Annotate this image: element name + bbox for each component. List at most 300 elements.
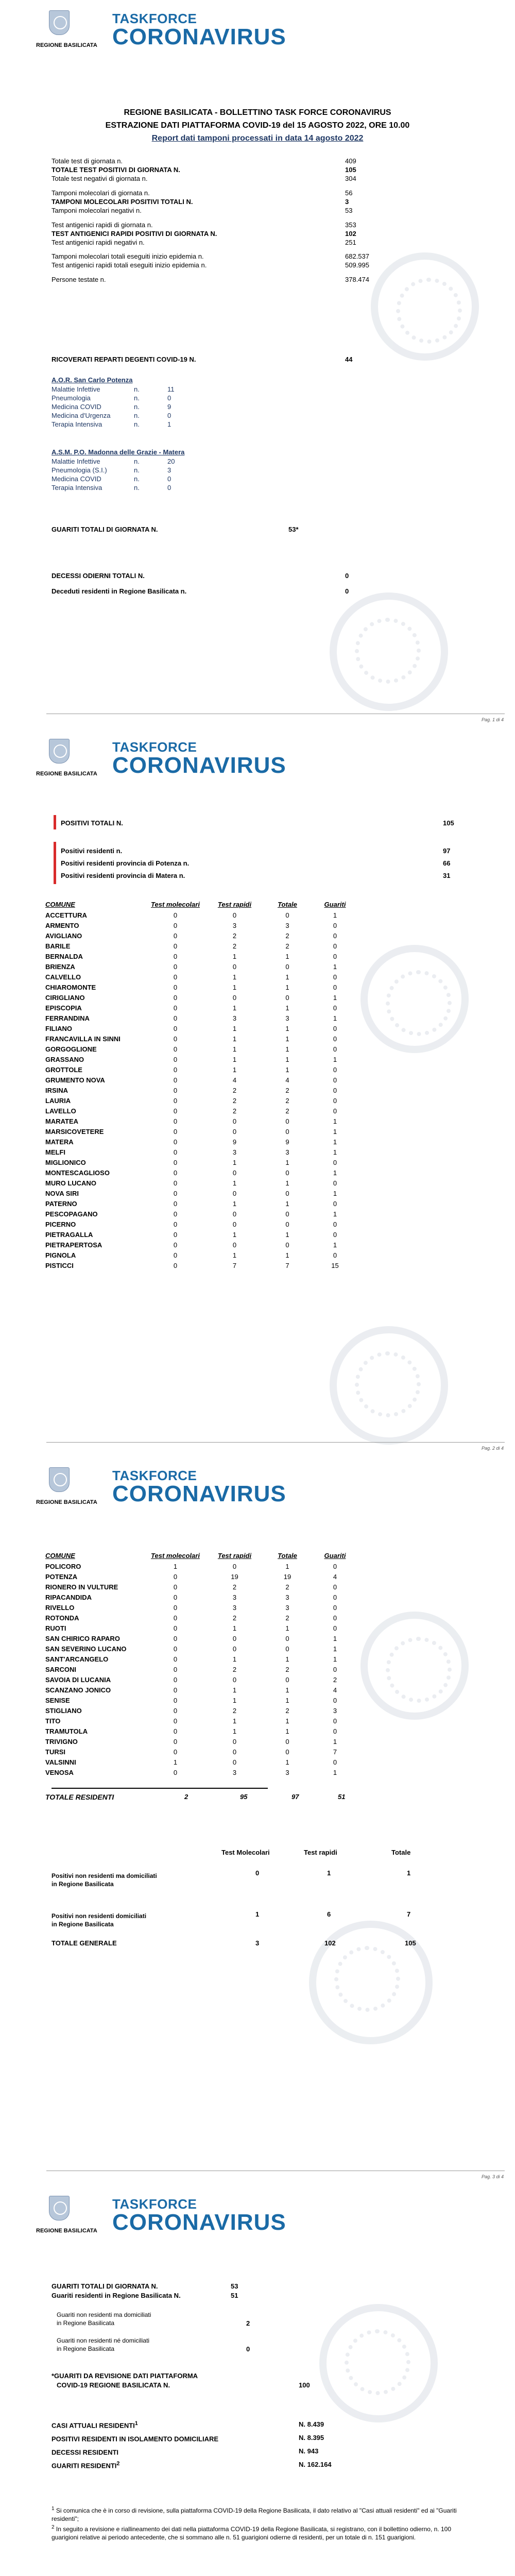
guariti-value: 15 xyxy=(331,1261,339,1269)
region-crest-icon xyxy=(49,1467,70,1492)
molecolari-value: 0 xyxy=(173,1665,178,1673)
table-row xyxy=(45,1736,357,1747)
region-crest-icon xyxy=(49,739,70,764)
rapidi-value: 0 xyxy=(232,1675,237,1684)
note-1 xyxy=(52,2505,458,2523)
region-logo xyxy=(36,10,97,48)
totale-value: 1 xyxy=(285,1024,289,1032)
comune-name: BERNALDA xyxy=(45,952,83,960)
stat-value: 105 xyxy=(345,166,356,174)
positivi-totali-value: 105 xyxy=(443,819,454,827)
rapidi-value: 2 xyxy=(232,1665,237,1673)
totale-value: 1 xyxy=(285,1055,289,1063)
guariti-value: 1 xyxy=(333,1655,337,1663)
table-row xyxy=(45,982,357,992)
rapidi-value: 19 xyxy=(231,1572,238,1581)
stat-label: Test antigenici rapidi totali eseguiti inizio epidemia n. xyxy=(52,261,207,269)
molecolari-value: 1 xyxy=(173,1758,178,1766)
rapidi-value: 0 xyxy=(232,1241,237,1249)
stat-value: N. 162.164 xyxy=(299,2461,332,2468)
table-row xyxy=(45,1260,357,1270)
stat-value: N. 8.439 xyxy=(299,2420,324,2428)
virus-watermark-icon xyxy=(330,1326,448,1445)
comune-name: SAVOIA DI LUCANIA xyxy=(45,1675,111,1684)
comune-name: GRASSANO xyxy=(45,1055,84,1063)
molecolari-value: 0 xyxy=(173,1055,178,1063)
molecolari-value: 0 xyxy=(173,952,178,960)
table-row xyxy=(45,1633,357,1643)
molecolari-value: 0 xyxy=(173,911,178,919)
taskforce-logo xyxy=(112,740,286,777)
rapidi-value: 2 xyxy=(232,1583,237,1591)
comune-name: PIGNOLA xyxy=(45,1251,76,1259)
comune-name: FRANCAVILLA IN SINNI xyxy=(45,1035,121,1043)
ward-label: Medicina COVID xyxy=(52,475,101,483)
table-row xyxy=(45,1229,357,1240)
comune-name: LAURIA xyxy=(45,1096,71,1105)
rapidi-value: 1 xyxy=(232,1199,237,1208)
guariti-value: 0 xyxy=(333,1665,337,1673)
taskforce-label: TASKFORCE xyxy=(112,2196,197,2212)
region-name: REGIONE BASILICATA xyxy=(36,1499,97,1505)
table-row xyxy=(45,1157,357,1167)
rapidi-value: 1 xyxy=(232,1727,237,1735)
rapidi-value: 1 xyxy=(232,1230,237,1239)
molecolari-value: 0 xyxy=(173,1168,178,1177)
comune-name: SANT'ARCANGELO xyxy=(45,1655,109,1663)
table-row xyxy=(45,1571,357,1582)
stat-footnote-marker: 1 xyxy=(134,2420,138,2427)
table-row xyxy=(45,1106,357,1116)
positivi-potenza-label: Positivi residenti provincia di Potenza n. xyxy=(61,859,190,867)
guariti-value: 1 xyxy=(333,1241,337,1249)
comune-name: SAN SEVERINO LUCANO xyxy=(45,1645,127,1653)
totale-value: 1 xyxy=(285,1717,289,1725)
rapidi-value: 1 xyxy=(232,1251,237,1259)
deceduti-label: Deceduti residenti in Regione Basilicata n. xyxy=(52,587,187,595)
totale-value: 0 xyxy=(285,1645,289,1653)
comuni-table xyxy=(45,1550,357,1777)
stat-label: Persone testate n. xyxy=(52,276,106,283)
guariti-value: 0 xyxy=(333,1076,337,1084)
guariti-value: 0 xyxy=(333,973,337,981)
molecolari-value: 0 xyxy=(173,1014,178,1022)
table-row xyxy=(45,1716,357,1726)
comune-name: STIGLIANO xyxy=(45,1706,82,1715)
guariti-value: 0 xyxy=(333,1158,337,1166)
rapidi-value: 1 xyxy=(232,1004,237,1012)
totale-value: 9 xyxy=(285,1138,289,1146)
rapidi-value: 0 xyxy=(232,1210,237,1218)
molecolari-value: 0 xyxy=(173,1045,178,1053)
ward-label: Terapia Intensiva xyxy=(52,420,102,428)
region-logo xyxy=(36,2196,97,2234)
nr-row1-molecolari: 0 xyxy=(255,1869,260,1877)
comune-name: MURO LUCANO xyxy=(45,1179,96,1187)
table-row xyxy=(45,1116,357,1126)
stat-value: 409 xyxy=(345,157,356,165)
stat-label xyxy=(52,2461,119,2469)
report-page-3 xyxy=(0,1457,515,2185)
molecolari-value: 0 xyxy=(173,1148,178,1156)
stat-value: 251 xyxy=(345,239,356,246)
stat-value: 304 xyxy=(345,175,356,182)
ward-value: 20 xyxy=(167,457,175,465)
totale-value: 1 xyxy=(285,1065,289,1074)
guariti-non-domiciliati-label-2: in Regione Basilicata xyxy=(57,2345,115,2352)
totale-value: 0 xyxy=(285,993,289,1002)
rapidi-value: 2 xyxy=(232,942,237,950)
guariti-revisione-label: *GUARITI DA REVISIONE DATI PIATTAFORMA xyxy=(52,2372,198,2380)
ward-n: n. xyxy=(134,484,140,492)
stat-label-text: DECESSI RESIDENTI xyxy=(52,2448,119,2456)
stat-label xyxy=(52,2447,118,2456)
table-row xyxy=(45,1075,357,1085)
table-row xyxy=(45,1198,357,1209)
totale-value: 2 xyxy=(285,1614,289,1622)
rapidi-value: 1 xyxy=(232,1696,237,1704)
table-row xyxy=(45,1561,357,1571)
rapidi-value: 3 xyxy=(232,921,237,929)
report-page-2 xyxy=(0,728,515,1457)
comune-name: FERRANDINA xyxy=(45,1014,90,1022)
table-row xyxy=(45,951,357,961)
nr-row2-rapidi: 6 xyxy=(327,1910,331,1918)
totale-value: 0 xyxy=(285,1117,289,1125)
molecolari-value: 0 xyxy=(173,1096,178,1105)
molecolari-value: 0 xyxy=(173,1706,178,1715)
region-crest-icon xyxy=(49,2196,70,2221)
totale-value: 3 xyxy=(285,1593,289,1601)
table-row xyxy=(45,1209,357,1219)
guariti-value: 0 xyxy=(333,1717,337,1725)
ward-value: 9 xyxy=(167,403,171,411)
rapidi-value: 3 xyxy=(232,1768,237,1776)
guariti-totali-label: GUARITI TOTALI DI GIORNATA N. xyxy=(52,2282,158,2290)
ward-label: Pneumologia xyxy=(52,394,91,402)
molecolari-value: 0 xyxy=(173,1199,178,1208)
table-row xyxy=(45,1167,357,1178)
ricoverati-label: RICOVERATI REPARTI DEGENTI COVID-19 N. xyxy=(52,355,196,363)
ward-value: 0 xyxy=(167,412,171,419)
guariti-value: 1 xyxy=(333,1210,337,1218)
comune-name: PIETRAPERTOSA xyxy=(45,1241,102,1249)
comune-name: GRUMENTO NOVA xyxy=(45,1076,105,1084)
guariti-domiciliati-label-2: in Regione Basilicata xyxy=(57,2319,115,2327)
molecolari-value: 0 xyxy=(173,1107,178,1115)
totale-guariti: 51 xyxy=(338,1793,346,1801)
ward-label: Malattie Infettive xyxy=(52,457,100,465)
rapidi-value: 7 xyxy=(232,1261,237,1269)
guariti-value: 1 xyxy=(333,1127,337,1136)
taskforce-label: TASKFORCE xyxy=(112,739,197,755)
guariti-value: 0 xyxy=(333,1614,337,1622)
rapidi-value: 1 xyxy=(232,1179,237,1187)
totale-value: 0 xyxy=(285,1675,289,1684)
comune-name: SAN CHIRICO RAPARO xyxy=(45,1634,120,1642)
guariti-domiciliati-value: 2 xyxy=(246,2319,250,2327)
stat-value: 102 xyxy=(345,230,356,238)
comune-name: TITO xyxy=(45,1717,61,1725)
comune-name: MARSICOVETERE xyxy=(45,1127,104,1136)
totale-value: 3 xyxy=(285,1014,289,1022)
guariti-value: 0 xyxy=(333,1696,337,1704)
guariti-value: 0 xyxy=(333,983,337,991)
footer-line xyxy=(46,1442,505,1443)
table-row xyxy=(45,930,357,941)
table-header-row xyxy=(45,1550,357,1561)
positivi-totali-label: POSITIVI TOTALI N. xyxy=(61,819,123,827)
rapidi-value: 0 xyxy=(232,1562,237,1570)
table-row xyxy=(45,972,357,982)
asm-title: A.S.M. P.O. Madonna delle Grazie - Matera xyxy=(52,448,185,456)
totale-value: 1 xyxy=(285,1696,289,1704)
rapidi-value: 0 xyxy=(232,1168,237,1177)
positivi-residenti-label: Positivi residenti n. xyxy=(61,847,123,855)
virus-watermark-icon xyxy=(330,592,448,711)
region-name: REGIONE BASILICATA xyxy=(36,42,97,48)
totale-value: 2 xyxy=(285,1665,289,1673)
guariti-value: 0 xyxy=(333,1583,337,1591)
molecolari-value: 0 xyxy=(173,1189,178,1197)
table-row xyxy=(45,1654,357,1664)
totale-value: 1 xyxy=(285,1004,289,1012)
stat-value: N. 943 xyxy=(299,2447,319,2455)
region-logo xyxy=(36,1467,97,1505)
totale-totale: 97 xyxy=(291,1793,299,1801)
totale-generale-totale: 105 xyxy=(405,1939,416,1947)
rapidi-value: 1 xyxy=(232,1158,237,1166)
guariti-value: 1 xyxy=(333,1634,337,1642)
table-row xyxy=(45,1137,357,1147)
ricoverati-value: 44 xyxy=(345,355,353,363)
rapidi-value: 3 xyxy=(232,1148,237,1156)
comune-name: PISTICCI xyxy=(45,1261,74,1269)
taskforce-label: TASKFORCE xyxy=(112,11,197,26)
table-row xyxy=(45,1095,357,1106)
guariti-value: 0 xyxy=(333,1065,337,1074)
positivi-matera-label: Positivi residenti provincia di Matera n. xyxy=(61,872,185,879)
col-totale: Totale xyxy=(278,900,297,908)
taskforce-logo xyxy=(112,11,286,48)
molecolari-value: 0 xyxy=(173,1158,178,1166)
rapidi-value: 1 xyxy=(232,1045,237,1053)
stat-label: Test antigenici rapidi di giornata n. xyxy=(52,221,153,229)
totale-value: 1 xyxy=(285,1251,289,1259)
rapidi-value: 0 xyxy=(232,1634,237,1642)
table-row xyxy=(45,1582,357,1592)
rapidi-value: 0 xyxy=(232,1645,237,1653)
ward-value: 0 xyxy=(167,475,171,483)
guariti-value: 0 xyxy=(333,1199,337,1208)
molecolari-value: 0 xyxy=(173,1024,178,1032)
table-row xyxy=(45,1240,357,1250)
comune-name: EPISCOPIA xyxy=(45,1004,82,1012)
comuni-table-body xyxy=(45,910,357,1270)
table-row xyxy=(45,1747,357,1757)
ward-n: n. xyxy=(134,385,140,393)
nr-col-molecolari: Test Molecolari xyxy=(221,1849,270,1856)
col-totale: Totale xyxy=(278,1551,297,1560)
stat-value: 509.995 xyxy=(345,261,369,269)
coronavirus-label: CORONAVIRUS xyxy=(112,1481,286,1506)
guariti-value: 0 xyxy=(333,952,337,960)
molecolari-value: 0 xyxy=(173,1251,178,1259)
note-2-text: In seguito a revisione e riallineamento dei dati nella piattaforma COVID-19 della Regione Basilicata, si registrano, con il bollettino odierno, n. 100 guarigioni relative ai periodo antecedente, che si sommano alle n. 51 guarigioni odierne di residenti, per un totale di n. 151 guarigioni. xyxy=(52,2526,452,2541)
nr-row1-rapidi: 1 xyxy=(327,1869,331,1877)
table-row xyxy=(45,1064,357,1075)
rapidi-value: 1 xyxy=(232,1655,237,1663)
molecolari-value: 0 xyxy=(173,921,178,929)
guariti-value: 0 xyxy=(333,1096,337,1105)
totale-value: 1 xyxy=(285,1655,289,1663)
comune-name: RIVELLO xyxy=(45,1603,75,1612)
guariti-label: GUARITI TOTALI DI GIORNATA N. xyxy=(52,526,158,533)
totale-value: 0 xyxy=(285,1220,289,1228)
comune-name: POLICORO xyxy=(45,1562,81,1570)
molecolari-value: 0 xyxy=(173,1241,178,1249)
guariti-value: 0 xyxy=(333,1230,337,1239)
totale-value: 7 xyxy=(285,1261,289,1269)
comune-name: PESCOPAGANO xyxy=(45,1210,98,1218)
molecolari-value: 0 xyxy=(173,1717,178,1725)
ward-label: Malattie Infettive xyxy=(52,385,100,393)
region-crest-icon xyxy=(49,10,70,35)
molecolari-value: 0 xyxy=(173,993,178,1002)
comune-name: MARATEA xyxy=(45,1117,79,1125)
totale-value: 1 xyxy=(285,1199,289,1208)
comune-name: SENISE xyxy=(45,1696,70,1704)
stat-label xyxy=(52,2434,218,2443)
guariti-value: 0 xyxy=(333,1593,337,1601)
table-row xyxy=(45,1726,357,1736)
total-separator xyxy=(52,1788,268,1789)
guariti-value: 0 xyxy=(333,1086,337,1094)
stat-label-text: POSITIVI RESIDENTI IN ISOLAMENTO DOMICILIARE xyxy=(52,2435,219,2443)
comune-name: SARCONI xyxy=(45,1665,76,1673)
stat-label: TAMPONI MOLECOLARI POSITIVI TOTALI N. xyxy=(52,198,193,206)
note-2 xyxy=(52,2523,458,2541)
rapidi-value: 2 xyxy=(232,1706,237,1715)
totale-value: 2 xyxy=(285,1107,289,1115)
table-row xyxy=(45,1219,357,1229)
comune-name: MELFI xyxy=(45,1148,65,1156)
rapidi-value: 2 xyxy=(232,1614,237,1622)
molecolari-value: 0 xyxy=(173,1138,178,1146)
ward-value: 0 xyxy=(167,484,171,492)
guariti-value: 0 xyxy=(333,942,337,950)
guariti-value: 1 xyxy=(333,1138,337,1146)
guariti-revisione-label-2: COVID-19 REGIONE BASILICATA N. xyxy=(57,2381,170,2389)
comune-name: MATERA xyxy=(45,1138,74,1146)
table-row xyxy=(45,1592,357,1602)
guariti-revisione-value: 100 xyxy=(299,2381,310,2389)
table-row xyxy=(45,1623,357,1633)
rapidi-value: 0 xyxy=(232,911,237,919)
comune-name: CALVELLO xyxy=(45,973,81,981)
region-name: REGIONE BASILICATA xyxy=(36,771,97,777)
table-row xyxy=(45,1250,357,1260)
virus-watermark-icon xyxy=(319,2304,438,2422)
molecolari-value: 0 xyxy=(173,962,178,971)
rapidi-value: 1 xyxy=(232,973,237,981)
totale-value: 3 xyxy=(285,921,289,929)
page-number: Pag. 3 di 4 xyxy=(481,2174,504,2179)
molecolari-value: 0 xyxy=(173,983,178,991)
molecolari-value: 0 xyxy=(173,1117,178,1125)
col-guariti: Guariti xyxy=(324,900,346,908)
molecolari-value: 0 xyxy=(173,1624,178,1632)
molecolari-value: 0 xyxy=(173,1634,178,1642)
totale-value: 1 xyxy=(285,1686,289,1694)
table-row xyxy=(45,1003,357,1013)
guariti-non-domiciliati-value: 0 xyxy=(246,2345,250,2353)
rapidi-value: 0 xyxy=(232,1748,237,1756)
guariti-value: 0 xyxy=(333,1603,337,1612)
report-page-1 xyxy=(0,0,515,728)
table-header-row xyxy=(45,899,357,910)
guariti-value: 1 xyxy=(333,1014,337,1022)
totale-value: 0 xyxy=(285,1168,289,1177)
totale-value: 3 xyxy=(285,1603,289,1612)
guariti-value: 1 xyxy=(333,962,337,971)
comune-name: CHIAROMONTE xyxy=(45,983,96,991)
note-2-marker: 2 xyxy=(52,2524,55,2530)
rapidi-value: 1 xyxy=(232,1686,237,1694)
nr-row2-totale: 7 xyxy=(407,1910,411,1918)
stat-label: Tamponi molecolari negativi n. xyxy=(52,207,142,214)
guariti-totali-value: 53 xyxy=(231,2282,238,2290)
molecolari-value: 0 xyxy=(173,1768,178,1776)
virus-watermark-icon xyxy=(371,252,479,361)
stat-label-text: GUARITI RESIDENTI xyxy=(52,2462,117,2470)
rapidi-value: 2 xyxy=(232,1096,237,1105)
positivi-residenti-value: 97 xyxy=(443,847,451,855)
guariti-value: 4 xyxy=(333,1572,337,1581)
guariti-value: 1 xyxy=(333,911,337,919)
comune-name: RIONERO IN VULTURE xyxy=(45,1583,118,1591)
molecolari-value: 0 xyxy=(173,1035,178,1043)
molecolari-value: 0 xyxy=(173,1593,178,1601)
stat-label: Tamponi molecolari di giornata n. xyxy=(52,189,150,197)
totale-value: 2 xyxy=(285,1583,289,1591)
guariti-value: 1 xyxy=(333,993,337,1002)
totale-molecolari: 2 xyxy=(184,1793,188,1801)
rapidi-value: 1 xyxy=(232,952,237,960)
molecolari-value: 0 xyxy=(173,1261,178,1269)
ward-label: Terapia Intensiva xyxy=(52,484,102,492)
guariti-value: 0 xyxy=(333,1004,337,1012)
molecolari-value: 0 xyxy=(173,1748,178,1756)
table-row xyxy=(45,1685,357,1695)
comune-name: TURSI xyxy=(45,1748,65,1756)
guariti-value: 0 xyxy=(333,1107,337,1115)
totale-value: 1 xyxy=(285,1727,289,1735)
guariti-value: 1 xyxy=(333,1645,337,1653)
guariti-value: 53* xyxy=(288,526,299,533)
totale-value: 2 xyxy=(285,931,289,940)
stat-label: Totale test negativi di giornata n. xyxy=(52,175,148,182)
totale-value: 2 xyxy=(285,1096,289,1105)
col-comune: COMUNE xyxy=(45,1551,75,1560)
taskforce-label: TASKFORCE xyxy=(112,1468,197,1483)
totale-value: 0 xyxy=(285,1127,289,1136)
guariti-value: 1 xyxy=(333,1189,337,1197)
comune-name: AVIGLIANO xyxy=(45,931,82,940)
totale-value: 1 xyxy=(285,1230,289,1239)
ward-value: 0 xyxy=(167,394,171,402)
comune-name: PICERNO xyxy=(45,1220,76,1228)
